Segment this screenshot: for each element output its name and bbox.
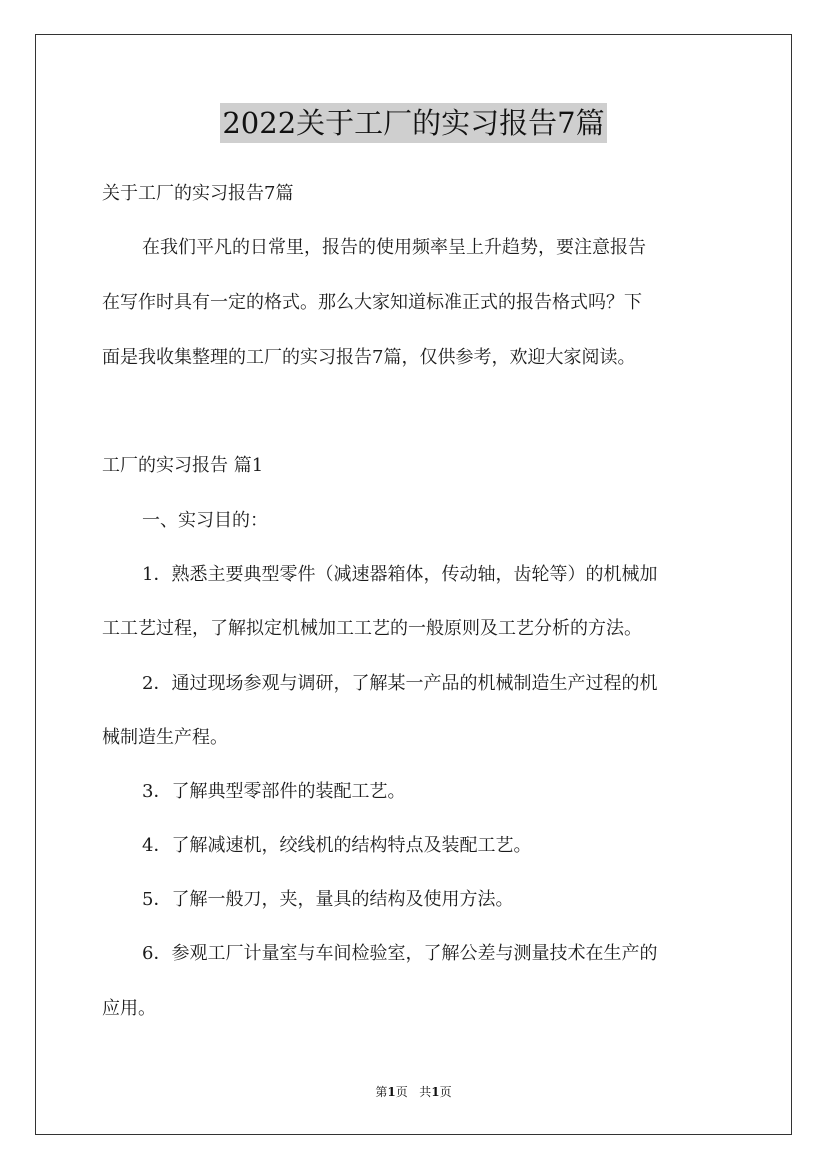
document-subtitle: 关于工厂的实习报告7篇 xyxy=(102,183,294,204)
item-2-line-1: 2．通过现场参观与调研，了解某一产品的机械制造生产过程的机 xyxy=(142,673,658,694)
item-6-line-1: 6．参观工厂计量室与车间检验室，了解公差与测量技术在生产的 xyxy=(142,943,658,964)
footer-total-prefix: 共 xyxy=(419,1085,432,1099)
page-footer xyxy=(0,1083,827,1101)
item-4: 4．了解减速机，绞线机的结构特点及装配工艺。 xyxy=(142,835,532,856)
intro-line-2: 在写作时具有一定的格式。那么大家知道标准正式的报告格式吗？下 xyxy=(102,292,642,313)
item-2-line-2: 械制造生产程。 xyxy=(102,727,228,748)
footer-page-prefix: 第 xyxy=(375,1085,388,1099)
item-5: 5．了解一般刀，夹，量具的结构及使用方法。 xyxy=(142,889,514,910)
footer-total-suffix: 页 xyxy=(439,1085,452,1099)
footer-page-number: 1 xyxy=(387,1085,396,1099)
footer-page-suffix: 页 xyxy=(395,1085,408,1099)
item-6-line-2: 应用。 xyxy=(102,998,156,1019)
item-3: 3．了解典型零部件的装配工艺。 xyxy=(142,781,406,802)
purpose-heading: 一、实习目的： xyxy=(142,510,268,531)
intro-line-1: 在我们平凡的日常里，报告的使用频率呈上升趋势，要注意报告 xyxy=(142,237,646,258)
section-heading: 工厂的实习报告 篇1 xyxy=(102,455,264,476)
document-title: 2022关于工厂的实习报告7篇 xyxy=(220,103,606,143)
intro-line-3: 面是我收集整理的工厂的实习报告7篇，仅供参考，欢迎大家阅读。 xyxy=(102,347,636,368)
item-1-line-1: 1．熟悉主要典型零件（减速器箱体，传动轴，齿轮等）的机械加 xyxy=(142,564,658,585)
item-1-line-2: 工工艺过程，了解拟定机械加工工艺的一般原则及工艺分析的方法。 xyxy=(102,618,642,639)
title-container xyxy=(0,103,827,143)
footer-total-pages: 1 xyxy=(431,1085,440,1099)
